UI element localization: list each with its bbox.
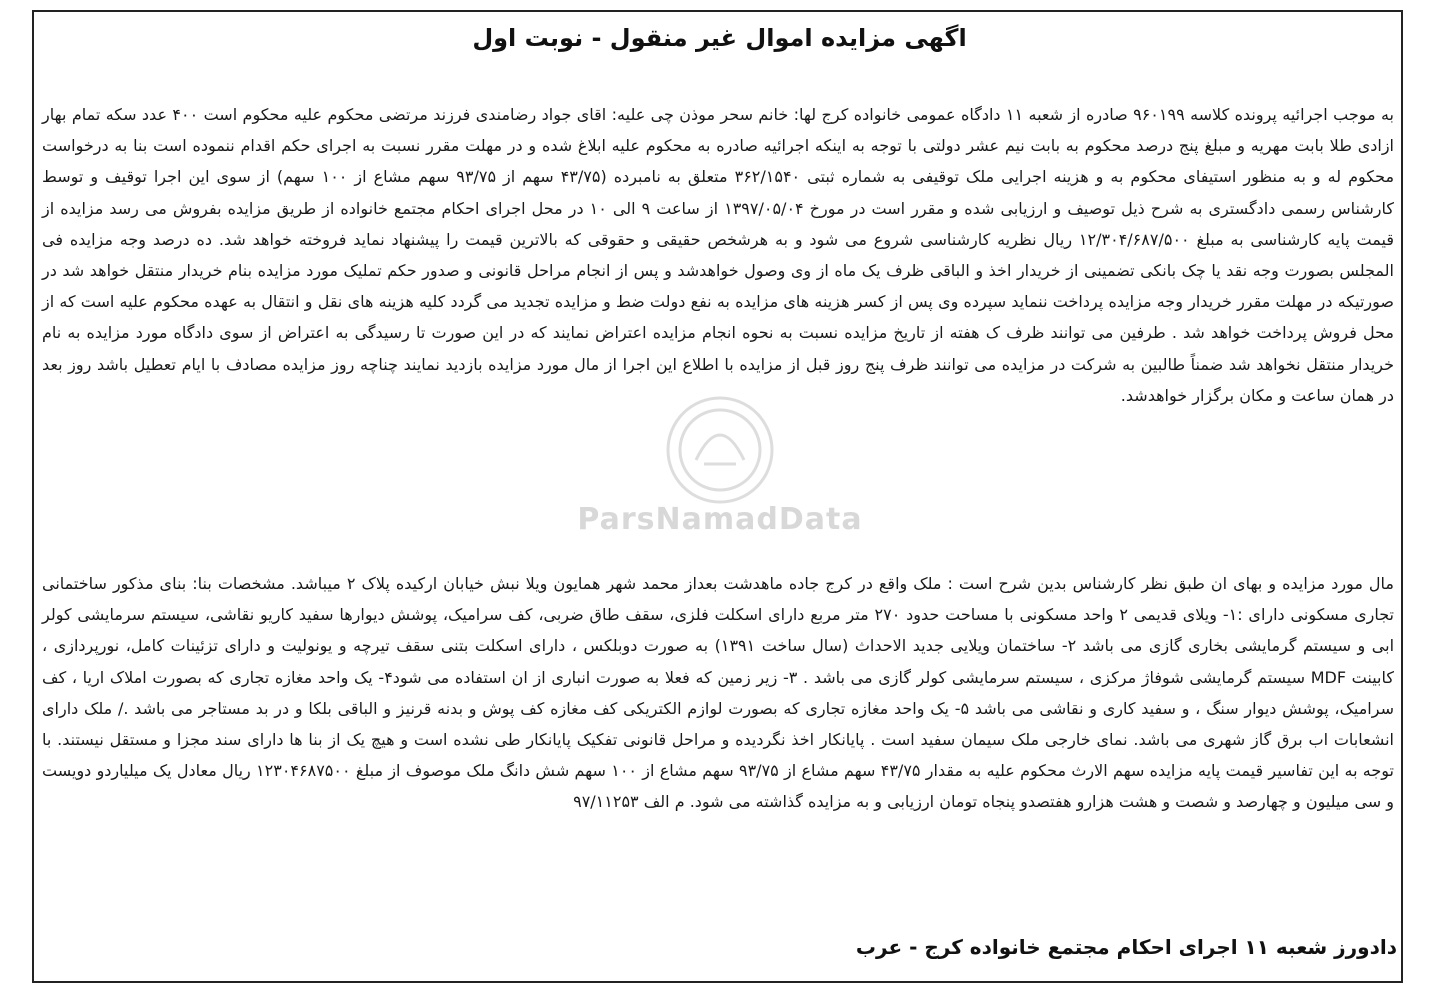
watermark-brand: ParsNamadData: [577, 502, 863, 537]
notice-paragraph-1: به موجب اجرائیه پرونده کلاسه ۹۶۰۱۹۹ صادره از شعبه ۱۱ دادگاه عمومی خانواده کرج لها: خانم سحر موذن چی علیه: اقای جواد رضامندی فرزند مرتضی محکوم علیه محکوم است ۴۰۰ عدد سکه تمام بهار ازادی طلا بابت مهریه و مبلغ پنج درصد محکوم به بابت نیم عشر دولتی با توجه به اینکه اجرائیه صادره به محکوم علیه ابلاغ شده و در مهلت مقرر نسبت به اجرای حکم اقدام ننموده است بنا به درخواست محکوم له و به منظور استیفای محکوم به و هزینه اجرایی ملک توقیفی به شماره ثبتی ۳۶۲/۱۵۴۰ متعلق به نامبرده (۴۳/۷۵ سهم از ۹۳/۷۵ سهم مشاع از ۱۰۰ سهم) از سوی این اجرا توقیف و توسط کارشناس رسمی دادگستری به شرح ذیل توصیف و ارزیابی شده و مقرر است در مورخ ۱۳۹۷/۰۵/۰۴ از ساعت ۹ الی ۱۰ در محل اجرای احکام مجتمع خانواده از طریق مزایده بفروش می رسد مزایده از قیمت پایه کارشناسی به مبلغ ۱۲/۳۰۴/۶۸۷/۵۰۰ ریال نظریه کارشناسی شروع می شود و به هرشخص حقیقی و حقوقی که بالاترین قیمت را پیشنهاد نماید فروخته خواهد شد. ده درصد وجه مزایده فی المجلس بصورت وجه نقد یا چک بانکی تضمینی از خریدار اخذ و الباقی ظرف یک ماه از وی وصول خواهدشد و پس از انجام مراحل قانونی و صدور حکم تملیک مورد مزایده بنام خریدار منتقل خواهد شد در صورتیکه در مهلت مقرر خریدار وجه مزایده پرداخت ننماید سپرده وی پس از کسر هزینه های مزایده به نفع دولت ضط و مزایده تجدید می گردد کلیه هزینه های نقل و انتقال به عهده محکوم علیه است که از محل فروش پرداخت خواهد شد . طرفین می توانند ظرف ک هفته از تاریخ مزایده نسبت به نحوه انجام مزایده اعتراض نمایند که در این صورت تا رسیدگی به اعتراض از سوی دادگاه مورد مزایده به نام خریدار منتقل نخواهد شد ضمناً طالبین به شرکت در مزایده می توانند ظرف پنج روز قبل از مزایده با اطلاع این اجرا از مال مورد مزایده بازدید نمایند چناچه روز مزایده مصادف با ایام تعطیل باشد روز بعد در همان ساعت و مکان برگزار خواهدشد.: [42, 105, 1395, 405]
notice-paragraph-2: مال مورد مزایده و بهای ان طبق نظر کارشناس بدین شرح است : ملک واقع در کرج جاده ماهدشت بعداز محمد شهر همایون ویلا نبش خیابان ارکیده پلاک ۲ میباشد. مشخصات بنا: بنای مذکور ساختمانی تجاری مسکونی دارای :۱- ویلای قدیمی ۲ واحد مسکونی با مساحت حدود ۲۷۰ متر مربع دارای اسکلت فلزی، سقف طاق ضربی، کف سرامیک، پوشش دیوارها سفید کاریو نقاشی، سیستم سرمایشی کولر ابی و سیستم گرمایشی بخاری گازی می باشد ۲- ساختمان ویلایی جدید الاحداث (سال ساخت ۱۳۹۱) به صورت دوبلکس ، دارای اسکلت بتنی سقف تیرچه و یونولیت و دارای تزئینات کامل، نورپردازی ، کابینت MDF سیستم گرمایشی شوفاژ مرکزی ، سیستم سرمایشی کولر گازی می باشد . ۳- زیر زمین که فعلا به صورت انباری از ان استفاده می شود۴- یک واحد مغازه تجاری که بصورت املاک اریا ، کف سرامیک، پوشش دیوار سنگ ، و سفید کاری و نقاشی می باشد ۵- یک واحد مغازه تجاری که بصورت لوازم الکتریکی کف مغازه کف پوش و بدنه قرنیز و الباقی بلکا و در بد مستاجر می باشد ./ ملک دارای انشعابات اب برق گاز شهری می باشد. نمای خارجی ملک سیمان سفید است . پایانکار اخذ نگردیده و مراحل قانونی تفکیک پایانکار طی نشده است و هیچ یک از بنا ها دارای سند مجزا و مستقل نیستند. با توجه به این تفاسیر قیمت پایه مزایده سهم الارث محکوم علیه به مقدار ۴۳/۷۵ سهم مشاع از ۹۳/۷۵ سهم مشاع از ۱۰۰ سهم شش دانگ ملک موصوف از مبلغ ۱۲۳۰۴۶۸۷۵۰۰ ریال معادل یک میلیاردو دویست و سی میلیون و چهارصد و شصت و هشت هزارو هفتصدو پنجاه تومان ارزیابی و به مزایده گذاشته می شود. م الف ۹۷/۱۱۲۵۳: [42, 574, 1395, 812]
notice-signature: دادورز شعبه ۱۱ اجرای احکام مجتمع خانواده کرج - عرب: [855, 935, 1397, 959]
notice-title: اگهی مزایده اموال غیر منقول - نوبت اول: [472, 24, 967, 52]
